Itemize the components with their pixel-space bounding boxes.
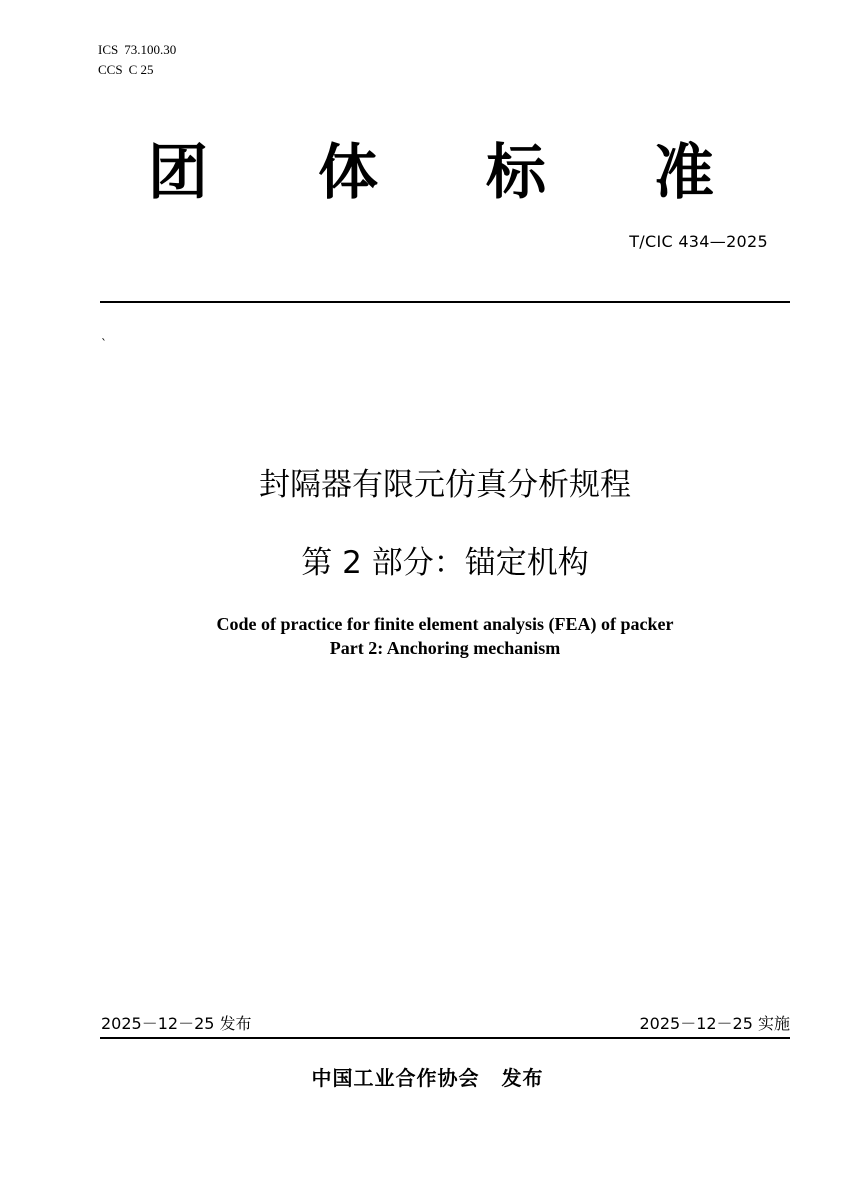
publisher-name: 中国工业合作协会 — [311, 1066, 480, 1090]
chinese-part-title: 第 2 部分：锚定机构 — [301, 545, 589, 581]
ics-classification — [98, 42, 176, 58]
publisher-action: 发布 — [501, 1066, 544, 1090]
standard-type-char-3: 标 — [486, 138, 546, 208]
ccs-label: CCS — [98, 62, 123, 77]
footer-divider — [100, 1037, 790, 1039]
standard-type-char-1: 团 — [148, 138, 208, 208]
english-title: Code of practice for finite element analysis (FEA) of packer — [216, 614, 674, 634]
implementation-date: 2025－12－25 实施 — [639, 1014, 790, 1033]
ccs-classification — [98, 62, 154, 78]
standard-number: T/CIC 434—2025 — [629, 232, 768, 251]
stray-mark: ` — [101, 337, 107, 351]
ccs-code: C 25 — [128, 62, 154, 77]
english-part-title: Part 2: Anchoring mechanism — [329, 638, 561, 658]
chinese-title: 封隔器有限元仿真分析规程 — [259, 467, 631, 503]
ics-label: ICS — [98, 42, 119, 57]
header-divider — [100, 301, 790, 303]
issue-date: 2025－12－25 发布 — [101, 1014, 252, 1033]
publisher-line — [0, 1064, 850, 1092]
standard-type-heading — [100, 138, 790, 208]
standard-type-char-4: 准 — [654, 138, 714, 208]
standard-type-char-2: 体 — [318, 138, 378, 208]
ics-code: 73.100.30 — [124, 42, 177, 57]
